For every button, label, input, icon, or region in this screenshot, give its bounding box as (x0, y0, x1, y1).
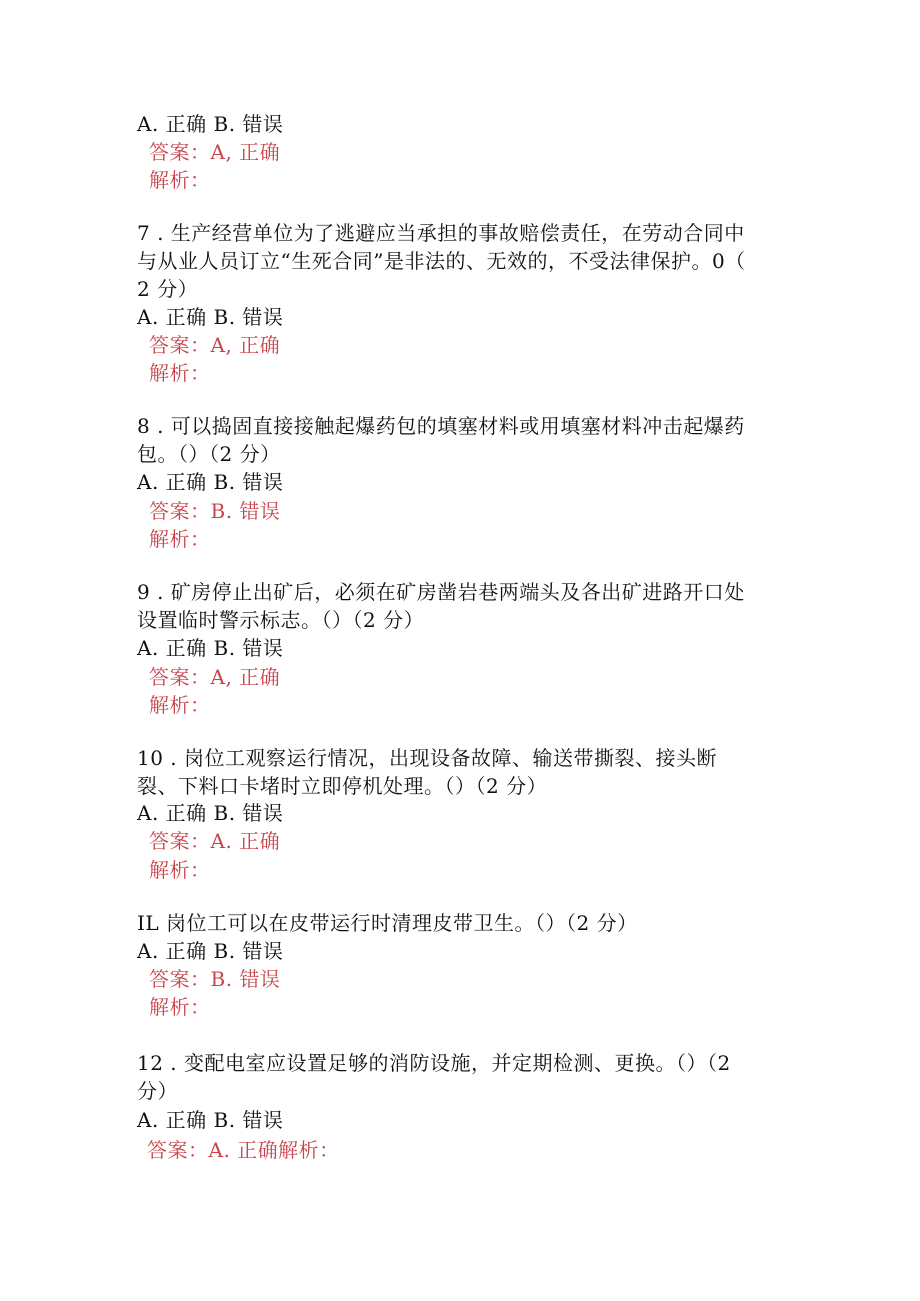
question-q9-line-1: 9 . 矿房停止出矿后，必须在矿房凿岩巷两端头及各出矿进路开口处 (137, 580, 745, 604)
options-q9: A. 正确 B. 错误 (137, 636, 284, 660)
options-q7: A. 正确 B. 错误 (137, 305, 284, 329)
question-q10-line-1: 10 . 岗位工观察运行情况，出现设备故障、输送带撕裂、接头断 (137, 746, 718, 770)
answer-q9: 答案：A, 正确 (149, 665, 281, 689)
analysis-q11: 解析： (149, 995, 211, 1019)
options-q12: A. 正确 B. 错误 (137, 1108, 284, 1132)
analysis-q7: 解析： (149, 361, 211, 385)
options-q11: A. 正确 B. 错误 (137, 939, 284, 963)
answer-q12: 答案：A. 正确解析： (147, 1138, 340, 1162)
question-q10-line-2: 裂、下料口卡堵时立即停机处理。（）（2 分） (137, 774, 548, 798)
answer-q11: 答案：B. 错误 (149, 967, 281, 991)
options-q8: A. 正确 B. 错误 (137, 470, 284, 494)
question-q12-line-2: 分） (137, 1079, 178, 1103)
answer-q10: 答案：A. 正确 (149, 829, 281, 853)
answer-q6: 答案：A, 正确 (149, 140, 281, 164)
question-q7-line-3: 2 分） (137, 277, 199, 301)
question-q9-line-2: 设置临时警示标志。（）（2 分） (137, 608, 425, 632)
options-q10: A. 正确 B. 错误 (137, 801, 284, 825)
options-q6: A. 正确 B. 错误 (137, 112, 284, 136)
answer-q7: 答案：A, 正确 (149, 333, 281, 357)
question-q12-line-1: 12 . 变配电室应设置足够的消防设施，并定期检测、更换。（）（2 (137, 1051, 731, 1075)
analysis-q6: 解析： (149, 168, 211, 192)
question-q7-line-2: 与从业人员订立“生死合同”是非法的、无效的，不受法律保护。0（ (137, 249, 746, 273)
analysis-q8: 解析： (149, 527, 211, 551)
answer-q8: 答案：B. 错误 (149, 499, 281, 523)
analysis-q10: 解析： (149, 858, 211, 882)
question-q11-line-1: IL 岗位工可以在皮带运行时清理皮带卫生。（）（2 分） (137, 911, 638, 935)
question-q7-line-1: 7 . 生产经营单位为了逃避应当承担的事故赔偿责任，在劳动合同中 (137, 221, 745, 245)
analysis-q9: 解析： (149, 693, 211, 717)
question-q8-line-2: 包。（）（2 分） (137, 442, 281, 466)
question-q8-line-1: 8 . 可以捣固直接接触起爆药包的填塞材料或用填塞材料冲击起爆药 (137, 414, 745, 438)
